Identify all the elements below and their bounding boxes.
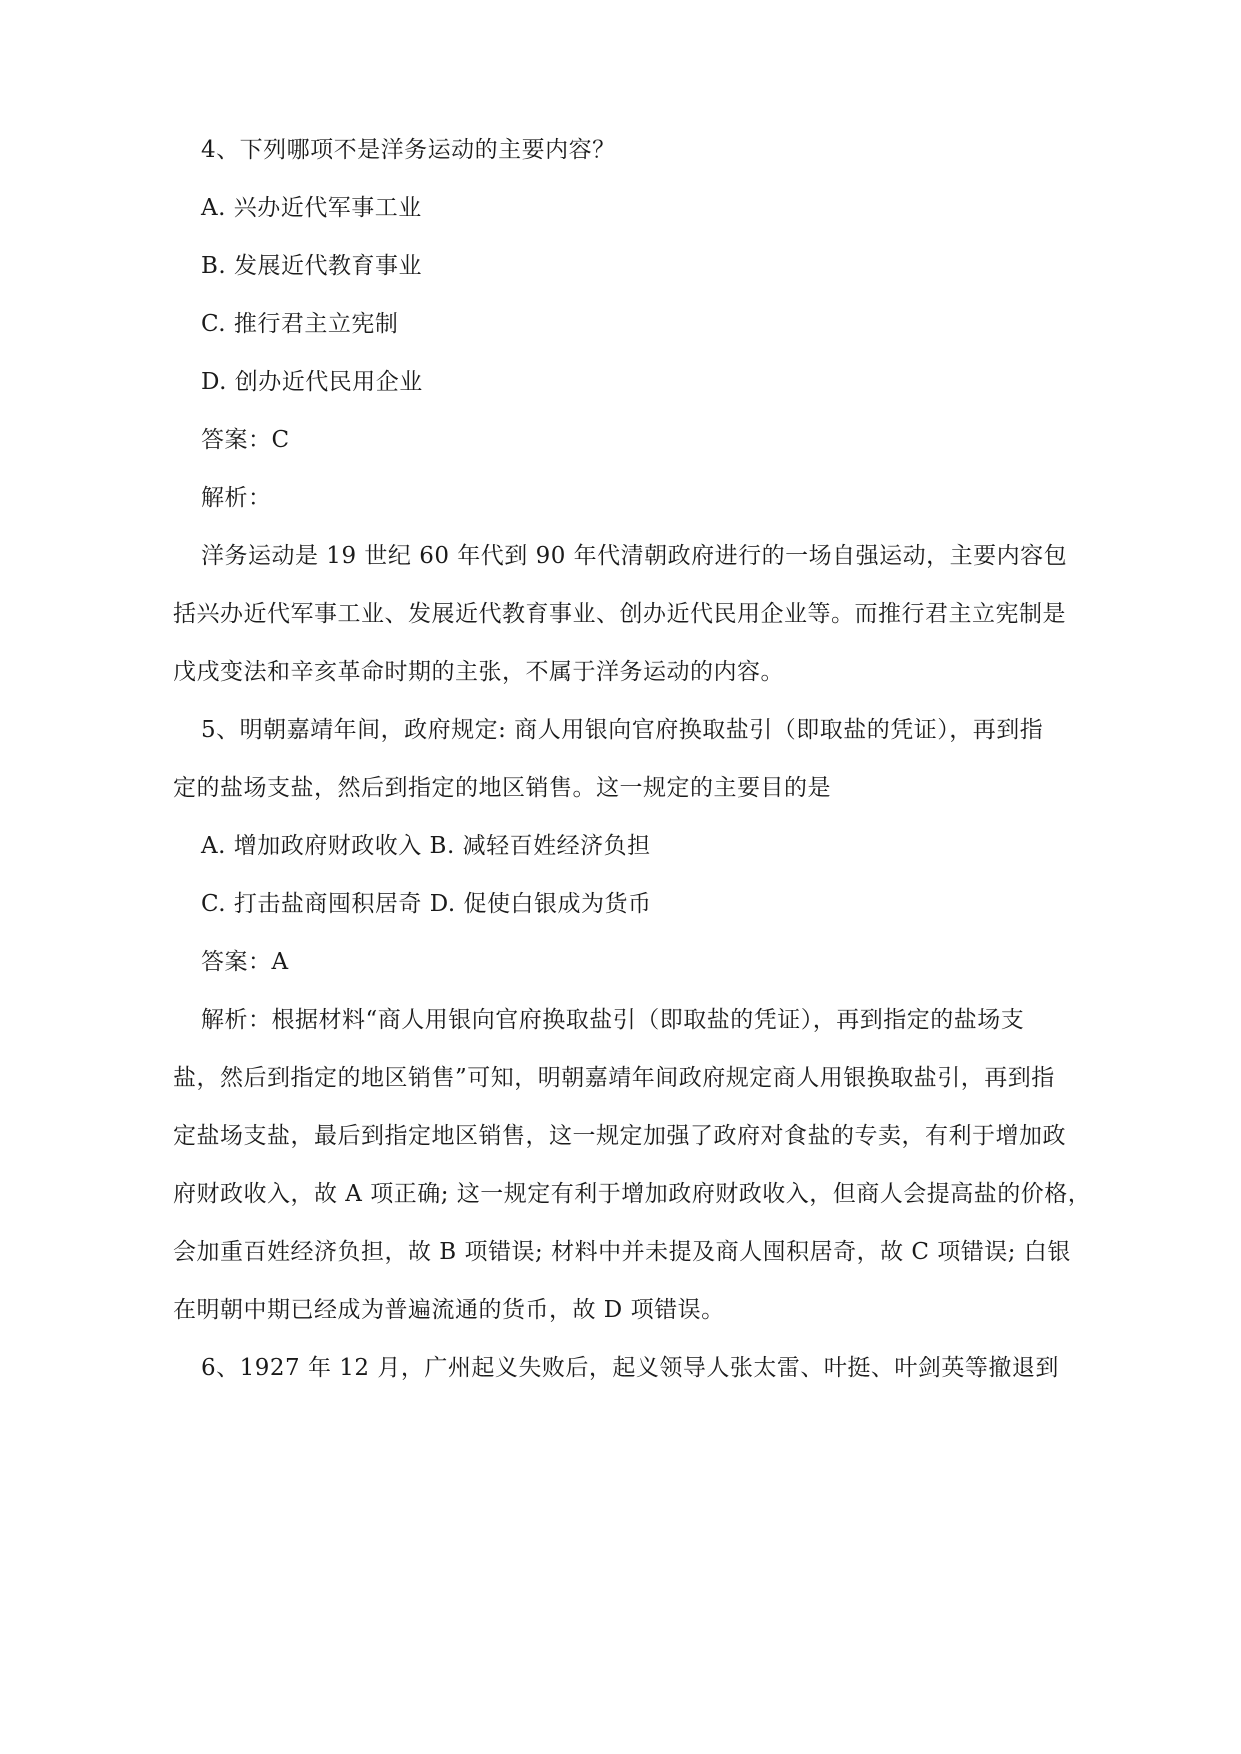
q4-stem: 4、下列哪项不是洋务运动的主要内容？ <box>201 137 616 163</box>
q4-option-a: A. 兴办近代军事工业 <box>201 195 422 221</box>
q6-stem: 6、1927 年 12 月，广州起义失败后，起义领导人张太雷、叶挺、叶剑英等撤退到 <box>201 1355 1059 1381</box>
q5-analysis-line: 定盐场支盐，最后到指定地区销售，这一规定加强了政府对食盐的专卖，有利于增加政 <box>173 1123 1066 1149</box>
q4-analysis-line: 括兴办近代军事工业、发展近代教育事业、创办近代民用企业等。而推行君主立宪制是 <box>173 601 1066 627</box>
q5-analysis-line: 解析：根据材料“商人用银向官府换取盐引（即取盐的凭证），再到指定的盐场支 <box>201 1007 1025 1033</box>
q5-options-ab: A. 增加政府财政收入 B. 减轻百姓经济负担 <box>201 833 651 859</box>
q4-analysis-line: 洋务运动是 19 世纪 60 年代到 90 年代清朝政府进行的一场自强运动，主要内容包 <box>201 543 1068 569</box>
q5-answer: 答案：A <box>201 949 289 975</box>
q4-option-c: C. 推行君主立宪制 <box>201 311 399 337</box>
q5-analysis-line: 在明朝中期已经成为普遍流通的货币，故 D 项错误。 <box>173 1297 725 1323</box>
q5-analysis-line: 盐，然后到指定的地区销售”可知，明朝嘉靖年间政府规定商人用银换取盐引，再到指 <box>173 1065 1055 1091</box>
q5-stem-continued: 定的盐场支盐，然后到指定的地区销售。这一规定的主要目的是 <box>173 775 831 801</box>
q4-option-d: D. 创办近代民用企业 <box>201 369 423 395</box>
q4-analysis-label: 解析： <box>201 485 272 511</box>
q4-option-b: B. 发展近代教育事业 <box>201 253 423 279</box>
q4-answer: 答案：C <box>201 427 290 453</box>
q5-stem: 5、明朝嘉靖年间，政府规定: 商人用银向官府换取盐引（即取盐的凭证），再到指 <box>201 717 1044 743</box>
q4-analysis-line: 戊戌变法和辛亥革命时期的主张，不属于洋务运动的内容。 <box>173 659 784 685</box>
q5-options-cd: C. 打击盐商囤积居奇 D. 促使白银成为货币 <box>201 891 652 917</box>
q5-analysis-line: 会加重百姓经济负担，故 B 项错误; 材料中并未提及商人囤积居奇，故 C 项错误; 白银 <box>173 1239 1071 1265</box>
q5-analysis-line: 府财政收入，故 A 项正确; 这一规定有利于增加政府财政收入，但商人会提高盐的价格， <box>173 1181 1092 1207</box>
